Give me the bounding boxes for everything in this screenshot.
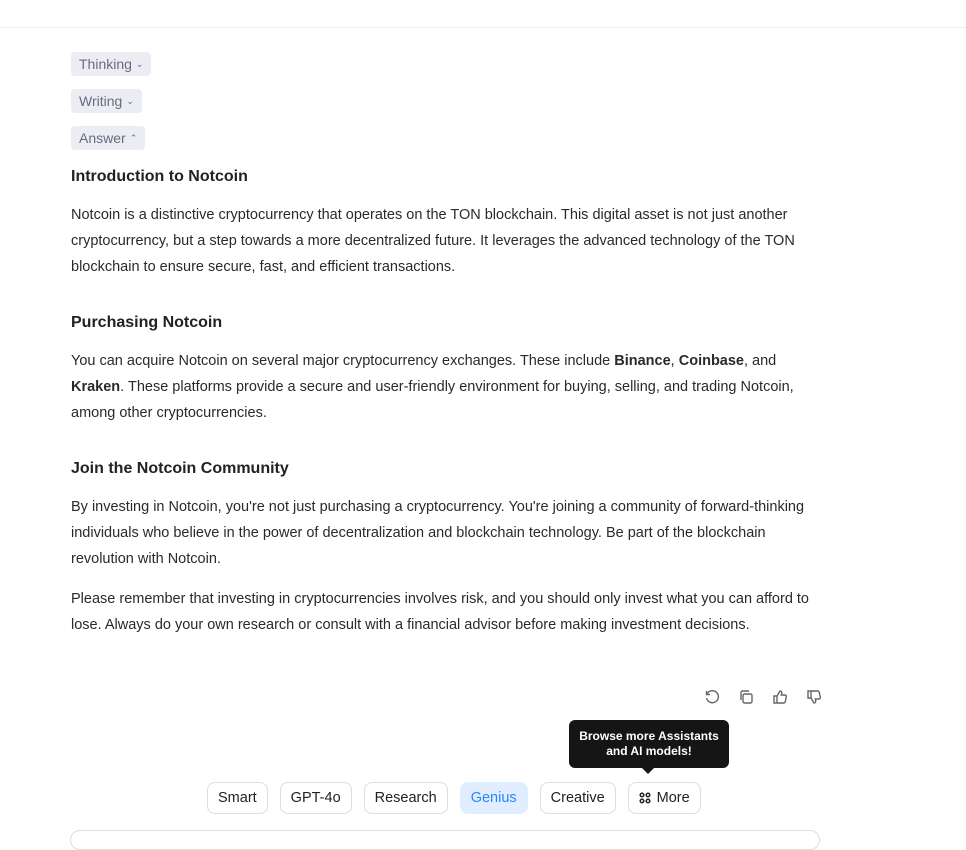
model-research-button[interactable]: Research <box>364 782 448 814</box>
more-tooltip: Browse more Assistants and AI models! <box>569 720 729 768</box>
thumbs-up-icon[interactable] <box>771 688 789 706</box>
paragraph: By investing in Notcoin, you're not just purchasing a cryptocurrency. You're joining a community of forward-thinking individuals who believe in the power of decentralization and blockchain technology. Be part of the blockchain revolution with Notcoin. <box>71 499 805 567</box>
writing-label: Writing <box>79 93 123 109</box>
answer-content <box>71 166 826 652</box>
text: You can acquire Notcoin on several major cryptocurrency exchanges. These include <box>71 353 615 369</box>
answer-toggle[interactable] <box>71 126 145 150</box>
more-models-button[interactable] <box>628 782 701 814</box>
model-creative-button[interactable]: Creative <box>540 782 616 814</box>
text: . These platforms provide a secure and user-friendly environment for buying, selling, and trading Notcoin, among other cryptocurrencies. <box>71 379 794 421</box>
section-heading: Purchasing Notcoin <box>71 314 223 331</box>
thumbs-down-icon[interactable] <box>805 688 823 706</box>
chevron-down-icon: ⌄ <box>135 59 144 69</box>
text: , <box>670 353 679 369</box>
bold-text: Kraken <box>71 379 121 395</box>
chat-input[interactable] <box>70 830 820 850</box>
paragraph: Please remember that investing in cryptocurrencies involves risk, and you should only invest what you can afford to lose. Always do your own research or consult with a financial advisor before making investment decisions. <box>71 591 809 633</box>
model-selector <box>207 782 701 814</box>
regenerate-icon[interactable] <box>703 688 721 706</box>
section-heading: Introduction to Notcoin <box>71 168 248 185</box>
writing-toggle[interactable] <box>71 89 142 113</box>
copy-icon[interactable] <box>737 688 755 706</box>
thinking-label: Thinking <box>79 56 132 72</box>
bold-text: Binance <box>614 353 671 369</box>
bold-text: Coinbase <box>678 353 744 369</box>
paragraph <box>71 348 826 426</box>
message-actions <box>703 688 823 706</box>
header-divider <box>0 27 966 28</box>
answer-label: Answer <box>79 130 126 146</box>
chevron-down-icon: ⌄ <box>126 96 134 106</box>
model-genius-button[interactable]: Genius <box>460 782 528 814</box>
grid-icon <box>639 792 651 804</box>
paragraph: Notcoin is a distinctive cryptocurrency that operates on the TON blockchain. This digital asset is not just another cryptocurrency, but a step towards a more decentralized future. It leverages the advanced technology of the TON blockchain to ensure secure, fast, and efficient transactions. <box>71 207 795 275</box>
more-label: More <box>656 790 690 806</box>
model-smart-button[interactable]: Smart <box>207 782 268 814</box>
section-heading: Join the Notcoin Community <box>71 460 289 477</box>
chevron-up-icon: ⌃ <box>129 133 138 143</box>
thinking-toggle[interactable] <box>71 52 151 76</box>
model-gpt4o-button[interactable]: GPT-4o <box>280 782 352 814</box>
text: , and <box>744 353 777 369</box>
